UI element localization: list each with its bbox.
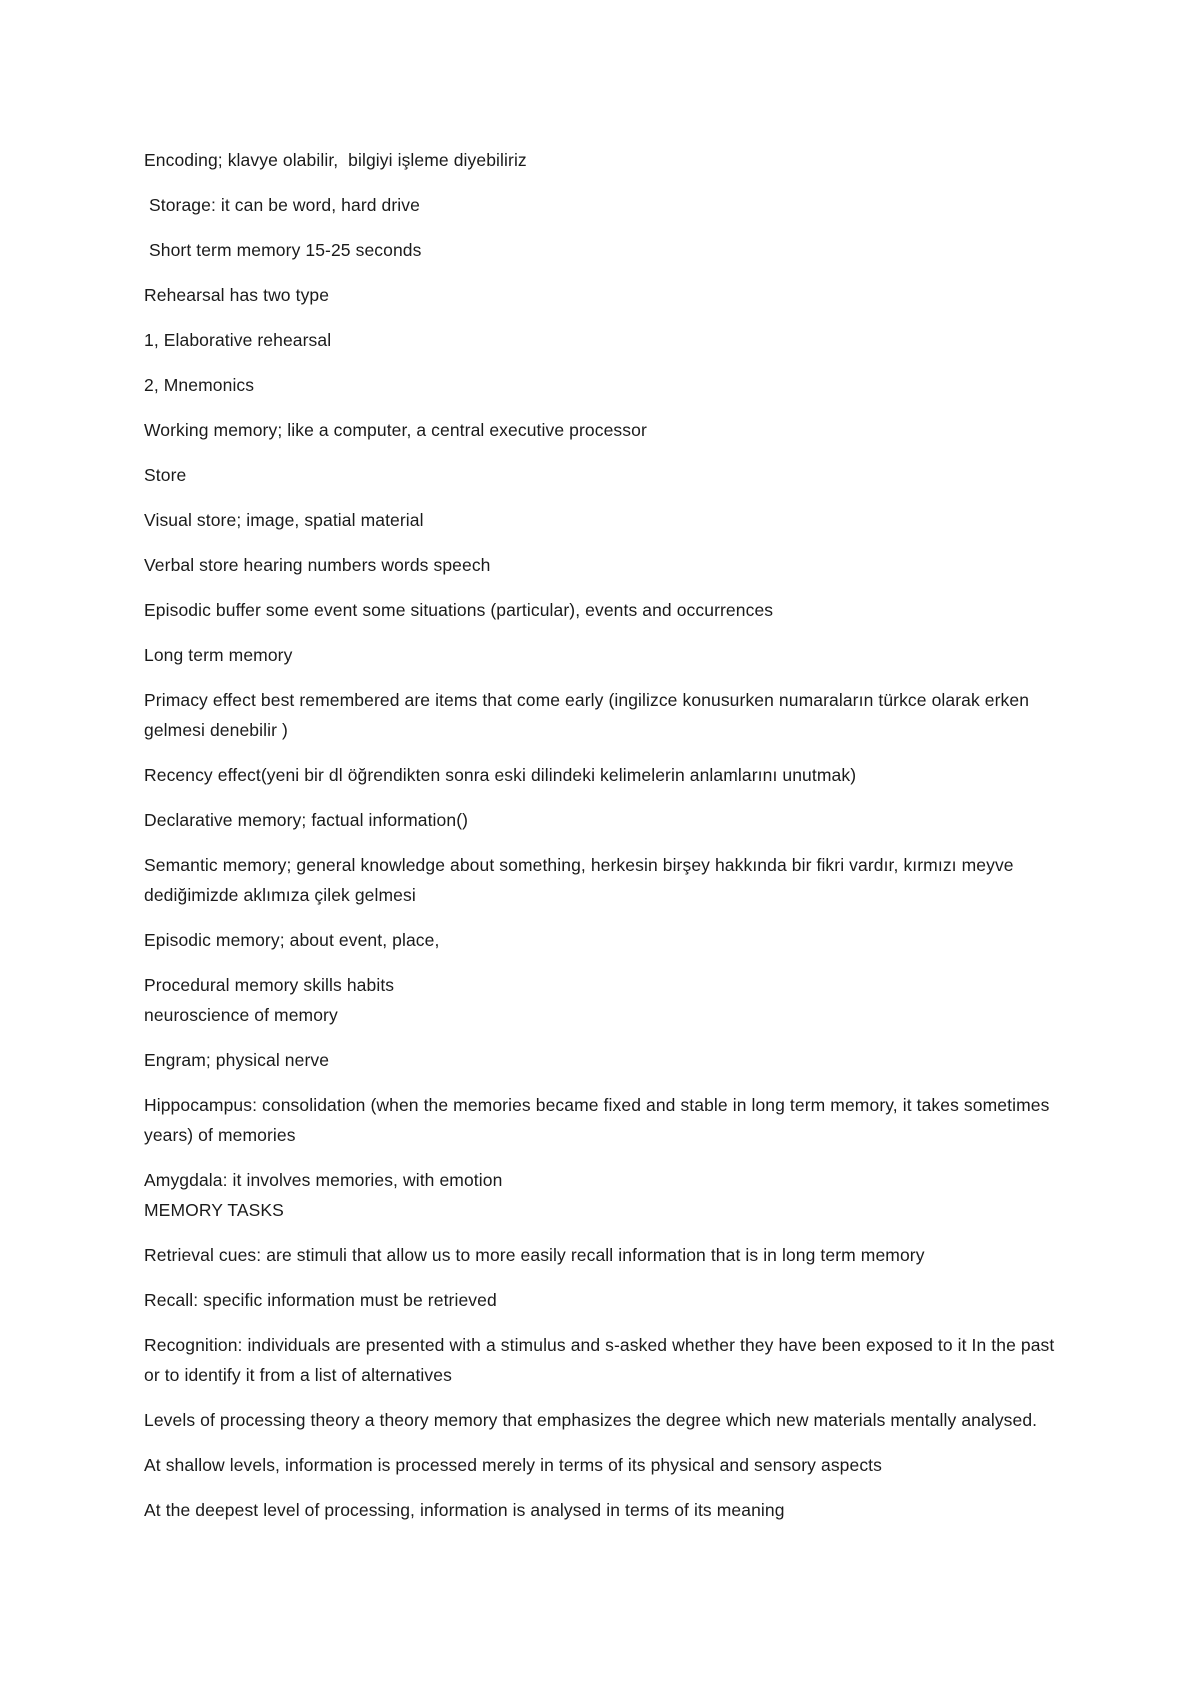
- paragraph-25: Recall: specific information must be retrieved: [144, 1290, 497, 1310]
- paragraph-24: Retrieval cues: are stimuli that allow us to more easily recall information that is in long term memory: [144, 1245, 925, 1265]
- paragraph-6: 2, Mnemonics: [144, 375, 255, 395]
- paragraph-22: Amygdala: it involves memories, with emotion: [144, 1170, 503, 1190]
- paragraph-23: MEMORY TASKS: [144, 1200, 284, 1220]
- paragraph-11: Episodic buffer some event some situations (particular), events and occurrences: [144, 600, 774, 620]
- paragraph-10: Verbal store hearing numbers words speech: [144, 555, 491, 575]
- paragraph-16: Semantic memory; general knowledge about something, herkesin birşey hakkında bir fikri vardır, kırmızı meyve dediğimizde aklımıza çilek gelmesi: [144, 855, 1019, 905]
- paragraph-17: Episodic memory; about event, place,: [144, 930, 440, 950]
- paragraph-29: At the deepest level of processing, information is analysed in terms of its meaning: [144, 1500, 785, 1520]
- paragraph-1: Encoding; klavye olabilir, bilgiyi işleme diyebiliriz: [144, 150, 527, 170]
- document-body: [144, 145, 1074, 1540]
- paragraph-19: neuroscience of memory: [144, 1005, 338, 1025]
- paragraph-27: Levels of processing theory a theory memory that emphasizes the degree which new materials mentally analysed.: [144, 1410, 1038, 1430]
- paragraph-12: Long term memory: [144, 645, 293, 665]
- paragraph-26: Recognition: individuals are presented with a stimulus and s-asked whether they have been exposed to it In the past or to identify it from a list of alternatives: [144, 1335, 1060, 1385]
- paragraph-20: Engram; physical nerve: [144, 1050, 330, 1070]
- paragraph-8: Store: [144, 465, 187, 485]
- paragraph-4: Rehearsal has two type: [144, 285, 330, 305]
- paragraph-28: At shallow levels, information is processed merely in terms of its physical and sensory aspects: [144, 1455, 882, 1475]
- paragraph-2: Storage: it can be word, hard drive: [144, 195, 420, 215]
- paragraph-14: Recency effect(yeni bir dl öğrendikten sonra eski dilindeki kelimelerin anlamlarını unutmak): [144, 765, 857, 785]
- paragraph-21: Hippocampus: consolidation (when the memories became fixed and stable in long term memory, it takes sometimes years) of memories: [144, 1095, 1055, 1145]
- paragraph-13: Primacy effect best remembered are items that come early (ingilizce konusurken numaraların türkce olarak erken gelmesi denebilir ): [144, 690, 1035, 740]
- paragraph-9: Visual store; image, spatial material: [144, 510, 424, 530]
- paragraph-3: Short term memory 15-25 seconds: [144, 240, 422, 260]
- paragraph-7: Working memory; like a computer, a central executive processor: [144, 420, 647, 440]
- paragraph-5: 1, Elaborative rehearsal: [144, 330, 332, 350]
- paragraph-18: Procedural memory skills habits: [144, 975, 395, 995]
- paragraph-15: Declarative memory; factual information(): [144, 810, 469, 830]
